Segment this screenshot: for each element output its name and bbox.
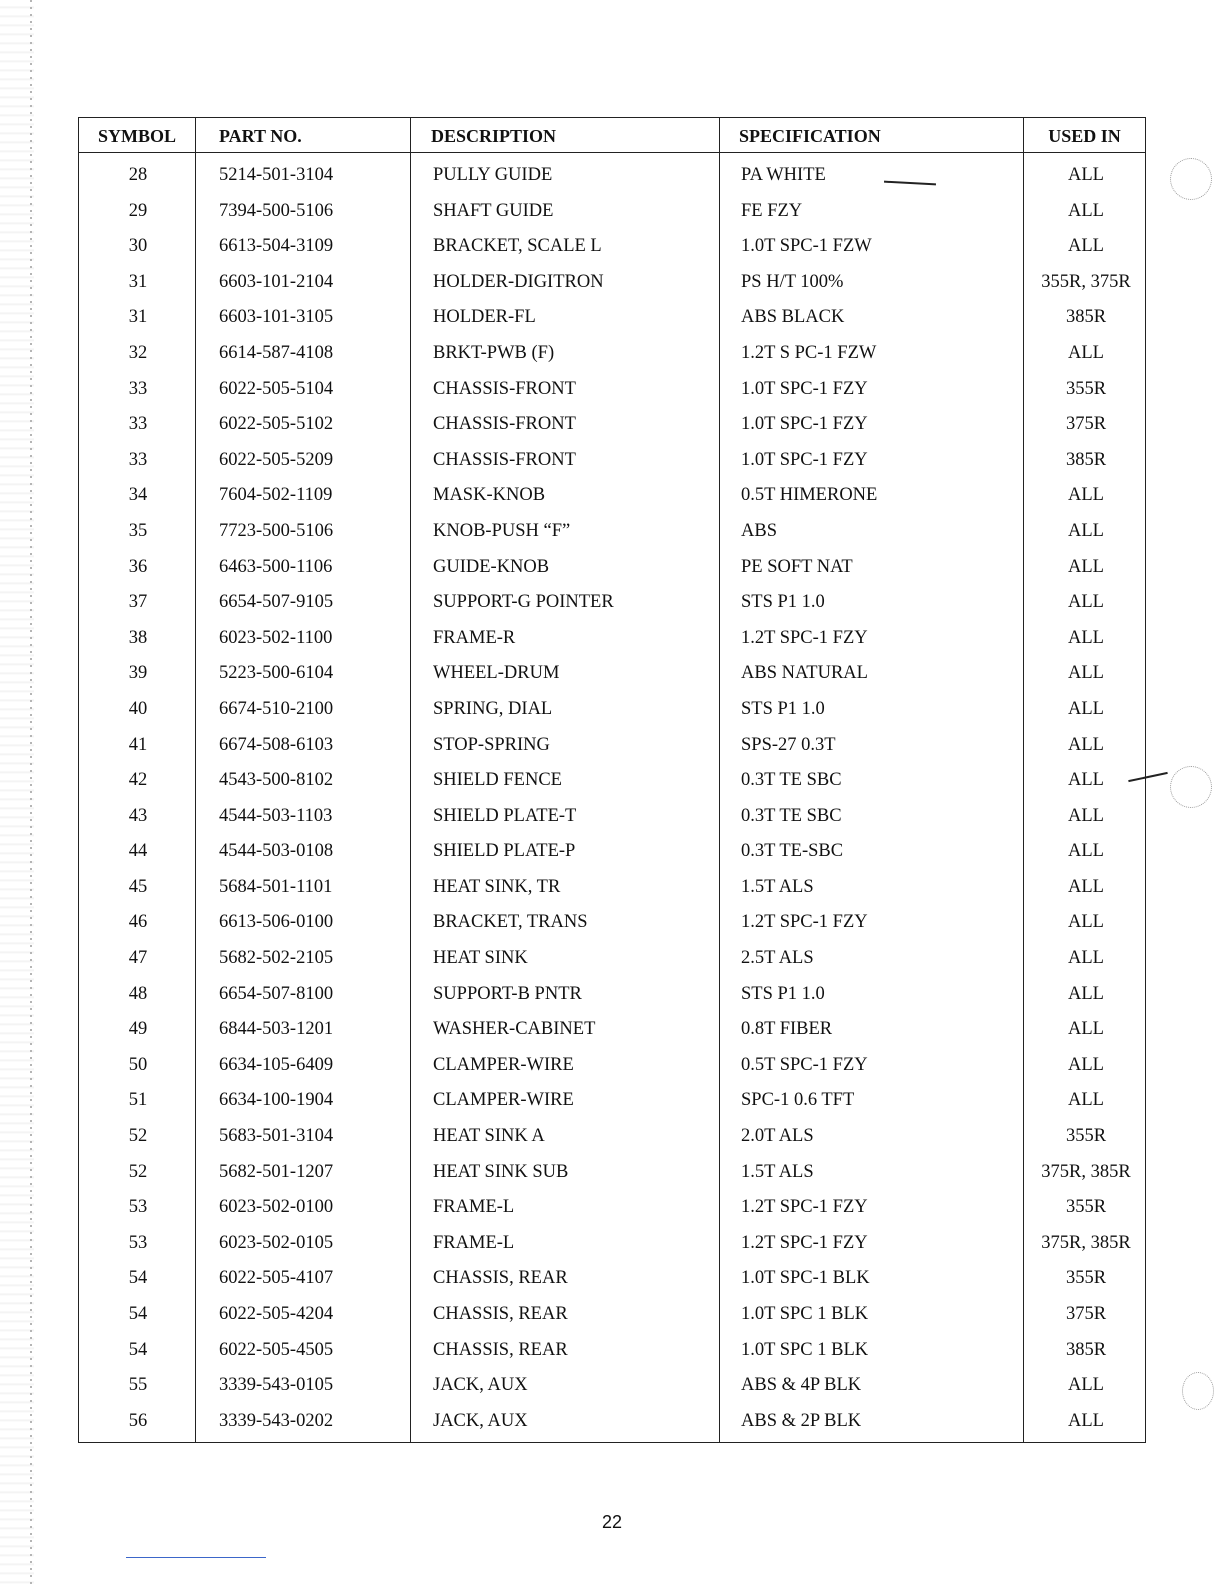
table-row (79, 585, 1145, 621)
cell-specification: 2.0T ALS (741, 1126, 814, 1147)
cell-part-no: 6023-502-0100 (219, 1197, 334, 1218)
cell-used-in: ALL (1068, 841, 1104, 862)
header-part-no: PART NO. (219, 126, 302, 146)
cell-description: HEAT SINK A (433, 1126, 545, 1147)
table-row (79, 692, 1145, 728)
cell-symbol: 30 (128, 236, 148, 257)
header-symbol: SYMBOL (97, 126, 176, 146)
cell-part-no: 6022-505-4505 (219, 1339, 334, 1360)
cell-used-in: ALL (1068, 770, 1104, 791)
cell-used-in: ALL (1068, 592, 1104, 613)
cell-specification: 0.5T HIMERONE (741, 485, 878, 506)
cell-specification: 1.0T SPC-1 BLK (741, 1268, 870, 1289)
cell-description: HEAT SINK (433, 948, 528, 969)
cell-used-in: ALL (1068, 200, 1104, 221)
table-row (79, 1333, 1145, 1369)
cell-used-in: ALL (1068, 556, 1104, 577)
cell-specification: 1.5T ALS (741, 876, 814, 897)
cell-description: CLAMPER-WIRE (433, 1090, 574, 1111)
table-row (79, 799, 1145, 835)
cell-specification: 1.0T SPC-1 FZW (741, 236, 872, 257)
table-row (79, 1226, 1145, 1262)
cell-part-no: 6654-507-9105 (219, 592, 334, 613)
cell-description: CHASSIS-FRONT (433, 449, 576, 470)
cell-part-no: 7394-500-5106 (219, 200, 334, 221)
cell-description: WHEEL-DRUM (433, 663, 560, 684)
cell-part-no: 6654-507-8100 (219, 983, 334, 1004)
cell-specification: 0.3T TE-SBC (741, 841, 844, 862)
cell-part-no: 5684-501-1101 (219, 876, 333, 897)
cell-description: KNOB-PUSH “F” (433, 520, 571, 541)
table-row (79, 443, 1145, 479)
table-row (79, 1190, 1145, 1226)
cell-specification: ABS NATURAL (741, 663, 868, 684)
table-row (79, 1119, 1145, 1155)
cell-specification: 1.2T SPC-1 FZY (741, 912, 868, 933)
table-row (79, 1012, 1145, 1048)
page-number: 22 (601, 1512, 623, 1532)
table-row (79, 870, 1145, 906)
cell-specification: STS P1 1.0 (741, 698, 825, 719)
cell-used-in: 355R, 375R (1041, 271, 1131, 292)
cell-specification: STS P1 1.0 (741, 983, 825, 1004)
cell-part-no: 6023-502-0105 (219, 1232, 334, 1253)
cell-description: BRKT-PWB (F) (433, 342, 555, 363)
cell-used-in: ALL (1068, 1375, 1104, 1396)
cell-description: CHASSIS-FRONT (433, 378, 576, 399)
cell-description: CLAMPER-WIRE (433, 1054, 574, 1075)
cell-used-in: ALL (1068, 236, 1104, 257)
cell-symbol: 54 (128, 1339, 148, 1360)
cell-description: MASK-KNOB (433, 485, 546, 506)
cell-symbol: 37 (128, 592, 148, 613)
cell-description: SUPPORT-G POINTER (433, 592, 614, 613)
cell-part-no: 4544-503-1103 (219, 805, 333, 826)
cell-part-no: 3339-543-0202 (219, 1410, 334, 1431)
footer-rule (126, 1557, 266, 1558)
cell-description: SHAFT GUIDE (433, 200, 554, 221)
cell-used-in: ALL (1068, 485, 1104, 506)
cell-symbol: 33 (128, 414, 148, 435)
table-row (79, 941, 1145, 977)
cell-description: JACK, AUX (433, 1410, 528, 1431)
cell-symbol: 56 (128, 1410, 148, 1431)
table-row (79, 1155, 1145, 1191)
table-row (79, 478, 1145, 514)
cell-used-in: ALL (1068, 165, 1104, 185)
cell-description: PULLY GUIDE (433, 165, 553, 185)
cell-description: CHASSIS, REAR (433, 1339, 568, 1360)
table-row (79, 763, 1145, 799)
cell-specification: PS H/T 100% (741, 271, 844, 292)
table-row (79, 158, 1145, 194)
table-row (79, 1048, 1145, 1084)
cell-part-no: 6603-101-2104 (219, 271, 334, 292)
cell-specification: 1.0T SPC-1 FZY (741, 449, 868, 470)
cell-used-in: ALL (1068, 1054, 1104, 1075)
cell-part-no: 5683-501-3104 (219, 1126, 334, 1147)
table-row (79, 194, 1145, 230)
cell-symbol: 32 (128, 342, 148, 363)
cell-specification: 1.5T ALS (741, 1161, 814, 1182)
cell-used-in: 355R (1065, 1126, 1107, 1147)
cell-symbol: 49 (128, 1019, 148, 1040)
cell-part-no: 4543-500-8102 (219, 770, 334, 791)
table-row (79, 336, 1145, 372)
cell-part-no: 6634-105-6409 (219, 1054, 334, 1075)
cell-description: HEAT SINK SUB (433, 1161, 569, 1182)
table-row (79, 834, 1145, 870)
cell-symbol: 33 (128, 378, 148, 399)
cell-symbol: 54 (128, 1268, 148, 1289)
cell-used-in: ALL (1068, 734, 1104, 755)
binder-dots (30, 0, 32, 1584)
cell-symbol: 38 (128, 627, 148, 648)
cell-specification: 1.0T SPC 1 BLK (741, 1304, 869, 1324)
cell-used-in: 355R (1065, 378, 1107, 399)
cell-symbol: 28 (128, 165, 148, 185)
table-row (79, 728, 1145, 764)
cell-symbol: 53 (128, 1197, 148, 1218)
cell-used-in: 375R (1065, 414, 1107, 435)
cell-description: SUPPORT-B PNTR (433, 983, 582, 1004)
cell-specification: 1.0T SPC-1 FZY (741, 414, 868, 435)
cell-specification: 1.0T SPC 1 BLK (741, 1339, 869, 1360)
cell-used-in: 385R (1065, 307, 1107, 328)
cell-symbol: 39 (128, 663, 148, 684)
cell-part-no: 6022-505-5104 (219, 378, 334, 399)
cell-used-in: ALL (1068, 876, 1104, 897)
cell-specification: 1.0T SPC-1 FZY (741, 378, 868, 399)
cell-specification: 1.2T SPC-1 FZY (741, 1232, 868, 1253)
cell-symbol: 52 (128, 1161, 148, 1182)
cell-specification: 1.2T S PC-1 FZW (741, 342, 877, 363)
cell-part-no: 6023-502-1100 (219, 627, 333, 648)
cell-description: JACK, AUX (433, 1375, 528, 1396)
table-row (79, 1404, 1145, 1440)
cell-part-no: 6614-587-4108 (219, 342, 334, 363)
cell-specification: 0.8T FIBER (741, 1019, 833, 1040)
cell-part-no: 6022-505-4107 (219, 1268, 334, 1289)
cell-symbol: 45 (128, 876, 148, 897)
binder-hole-middle (1170, 766, 1212, 808)
cell-specification: ABS BLACK (741, 307, 845, 328)
parts-table (78, 117, 1146, 1443)
table-row (79, 1368, 1145, 1404)
cell-specification: ABS & 2P BLK (741, 1410, 862, 1431)
cell-symbol: 42 (128, 770, 148, 791)
cell-specification: 0.3T TE SBC (741, 805, 842, 826)
table-row (79, 229, 1145, 265)
binder-hole-bottom (1182, 1372, 1214, 1410)
cell-symbol: 48 (128, 983, 148, 1004)
scan-edge-artifact (0, 0, 34, 1584)
cell-part-no: 6674-508-6103 (219, 734, 334, 755)
cell-description: CHASSIS, REAR (433, 1268, 568, 1289)
cell-used-in: ALL (1068, 983, 1104, 1004)
cell-symbol: 44 (128, 841, 148, 862)
cell-symbol: 46 (128, 912, 148, 933)
cell-specification: STS P1 1.0 (741, 592, 825, 613)
table-body (79, 158, 1145, 1439)
table-header-row (79, 118, 1145, 153)
cell-used-in: 375R, 385R (1041, 1161, 1131, 1182)
cell-description: HOLDER-DIGITRON (433, 271, 604, 292)
cell-specification: 0.3T TE SBC (741, 770, 842, 791)
cell-used-in: ALL (1068, 805, 1104, 826)
table-row (79, 372, 1145, 408)
cell-specification: 1.2T SPC-1 FZY (741, 1197, 868, 1218)
cell-specification: FE FZY (741, 200, 803, 221)
cell-symbol: 53 (128, 1232, 148, 1253)
table-row (79, 300, 1145, 336)
cell-symbol: 47 (128, 948, 148, 969)
cell-description: FRAME-L (433, 1197, 515, 1218)
cell-part-no: 6022-505-4204 (219, 1304, 334, 1324)
cell-part-no: 6463-500-1106 (219, 556, 333, 577)
cell-used-in: ALL (1068, 698, 1104, 719)
table-row (79, 621, 1145, 657)
header-specification: SPECIFICATION (739, 126, 881, 146)
cell-specification: 0.5T SPC-1 FZY (741, 1054, 868, 1075)
cell-part-no: 5682-502-2105 (219, 948, 334, 969)
cell-description: CHASSIS-FRONT (433, 414, 576, 435)
cell-specification: ABS & 4P BLK (741, 1375, 862, 1396)
cell-used-in: 375R (1065, 1304, 1107, 1324)
cell-symbol: 31 (128, 271, 148, 292)
cell-used-in: ALL (1068, 1019, 1104, 1040)
cell-part-no: 5682-501-1207 (219, 1161, 334, 1182)
cell-description: SHIELD PLATE-P (433, 841, 576, 862)
cell-part-no: 7604-502-1109 (219, 485, 333, 506)
cell-symbol: 50 (128, 1054, 148, 1075)
cell-specification: 1.2T SPC-1 FZY (741, 627, 868, 648)
cell-description: GUIDE-KNOB (433, 556, 550, 577)
cell-symbol: 51 (128, 1090, 148, 1111)
cell-part-no: 3339-543-0105 (219, 1375, 334, 1396)
cell-part-no: 6613-504-3109 (219, 236, 334, 257)
cell-specification: PE SOFT NAT (741, 556, 853, 577)
cell-symbol: 41 (128, 734, 148, 755)
cell-description: SPRING, DIAL (433, 698, 553, 719)
cell-description: WASHER-CABINET (433, 1019, 596, 1040)
table-row (79, 656, 1145, 692)
table-row (79, 1261, 1145, 1297)
cell-description: CHASSIS, REAR (433, 1304, 568, 1324)
cell-symbol: 40 (128, 698, 148, 719)
cell-part-no: 5214-501-3104 (219, 165, 334, 185)
cell-used-in: 385R (1065, 1339, 1107, 1360)
cell-used-in: ALL (1068, 1410, 1104, 1431)
cell-used-in: ALL (1068, 520, 1104, 541)
cell-symbol: 36 (128, 556, 148, 577)
cell-specification: SPS-27 0.3T (741, 734, 836, 755)
cell-description: STOP-SPRING (433, 734, 550, 755)
cell-symbol: 54 (128, 1304, 148, 1324)
cell-symbol: 34 (128, 485, 148, 506)
table-row (79, 550, 1145, 586)
cell-part-no: 6674-510-2100 (219, 698, 334, 719)
cell-used-in: ALL (1068, 627, 1104, 648)
header-description: DESCRIPTION (431, 126, 557, 146)
table-row (79, 407, 1145, 443)
cell-part-no: 6022-505-5209 (219, 449, 334, 470)
cell-description: BRACKET, SCALE L (433, 236, 602, 257)
cell-description: HEAT SINK, TR (433, 876, 561, 897)
cell-symbol: 33 (128, 449, 148, 470)
cell-used-in: 385R (1065, 449, 1107, 470)
cell-used-in: 355R (1065, 1197, 1107, 1218)
cell-part-no: 5223-500-6104 (219, 663, 334, 684)
cell-symbol: 52 (128, 1126, 148, 1147)
cell-used-in: ALL (1068, 1090, 1104, 1111)
header-used-in: USED IN (1048, 126, 1121, 146)
cell-part-no: 6613-506-0100 (219, 912, 334, 933)
cell-specification: 2.5T ALS (741, 948, 814, 969)
table-row (79, 514, 1145, 550)
cell-part-no: 6603-101-3105 (219, 307, 334, 328)
cell-part-no: 4544-503-0108 (219, 841, 334, 862)
cell-used-in: ALL (1068, 342, 1104, 363)
cell-symbol: 31 (128, 307, 148, 328)
cell-specification: SPC-1 0.6 TFT (741, 1090, 855, 1111)
cell-description: HOLDER-FL (433, 307, 536, 328)
cell-symbol: 29 (128, 200, 148, 221)
cell-part-no: 7723-500-5106 (219, 520, 334, 541)
table-row (79, 905, 1145, 941)
cell-part-no: 6844-503-1201 (219, 1019, 334, 1040)
table-row (79, 1083, 1145, 1119)
table-row (79, 1297, 1145, 1333)
cell-part-no: 6634-100-1904 (219, 1090, 334, 1111)
table-row (79, 265, 1145, 301)
cell-used-in: 375R, 385R (1041, 1232, 1131, 1253)
cell-part-no: 6022-505-5102 (219, 414, 334, 435)
binder-hole-top (1170, 158, 1212, 200)
cell-used-in: 355R (1065, 1268, 1107, 1289)
cell-symbol: 43 (128, 805, 148, 826)
cell-description: BRACKET, TRANS (433, 912, 588, 933)
cell-symbol: 55 (128, 1375, 148, 1396)
cell-used-in: ALL (1068, 948, 1104, 969)
cell-description: SHIELD PLATE-T (433, 805, 577, 826)
cell-symbol: 35 (128, 520, 148, 541)
cell-specification: ABS (741, 520, 777, 541)
cell-specification: PA WHITE (741, 165, 826, 185)
cell-description: FRAME-L (433, 1232, 515, 1253)
cell-description: SHIELD FENCE (433, 770, 562, 791)
cell-used-in: ALL (1068, 912, 1104, 933)
cell-description: FRAME-R (433, 627, 516, 648)
table-row (79, 977, 1145, 1013)
cell-used-in: ALL (1068, 663, 1104, 684)
